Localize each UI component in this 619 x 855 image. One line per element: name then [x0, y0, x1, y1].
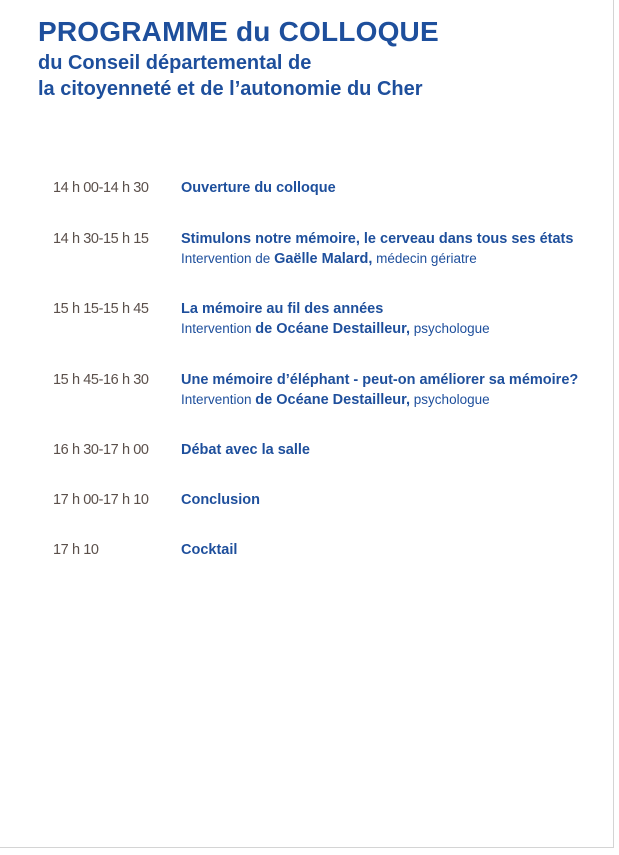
- page-title: PROGRAMME du COLLOQUE: [38, 16, 439, 47]
- speaker-prefix: Intervention: [181, 392, 256, 407]
- schedule-content: [181, 178, 588, 198]
- speaker-role: psychologue: [410, 321, 490, 336]
- speaker-prefix: Intervention de: [181, 251, 275, 266]
- schedule-content: [181, 490, 588, 510]
- speaker-name: Gaëlle Malard,: [274, 251, 373, 267]
- page-subtitle-line-1: du Conseil départemental de: [38, 52, 312, 74]
- page-subtitle-line-2: la citoyenneté et de l’autonomie du Cher: [38, 78, 423, 100]
- schedule-item-cocktail: [53, 540, 588, 560]
- speaker-prefix: Intervention: [181, 321, 256, 336]
- schedule-speaker: [181, 319, 588, 339]
- schedule-title: Ouverture du colloque: [181, 180, 336, 196]
- schedule-title: Stimulons notre mémoire, le cerveau dans tous ses états: [181, 231, 574, 247]
- schedule-list: [53, 178, 588, 560]
- speaker-name: de Océane Destailleur,: [255, 321, 411, 337]
- schedule-item-opening: [53, 178, 588, 198]
- schedule-content: [181, 440, 588, 460]
- speaker-role: médecin gériatre: [372, 251, 477, 266]
- schedule-item-stimulons: [53, 229, 588, 269]
- schedule-time: 14 h 30-15 h 15: [53, 231, 149, 247]
- schedule-time: 16 h 30-17 h 00: [53, 442, 149, 458]
- schedule-item-memoire-annees: [53, 299, 588, 339]
- schedule-item-debat: [53, 440, 588, 460]
- schedule-title: Débat avec la salle: [181, 442, 310, 458]
- speaker-name: de Océane Destailleur,: [255, 392, 411, 408]
- schedule-time: 14 h 00-14 h 30: [53, 180, 149, 196]
- schedule-time: 15 h 15-15 h 45: [53, 301, 149, 317]
- schedule-content: [181, 299, 588, 339]
- schedule-content: [181, 229, 588, 269]
- schedule-title: Cocktail: [181, 542, 238, 558]
- schedule-content: [181, 370, 588, 410]
- schedule-time: 17 h 00-17 h 10: [53, 492, 149, 508]
- speaker-role: psychologue: [410, 392, 490, 407]
- schedule-speaker: [181, 249, 588, 269]
- schedule-title: Conclusion: [181, 492, 260, 508]
- schedule-speaker: [181, 390, 588, 410]
- schedule-title: Une mémoire d’éléphant - peut-on améliorer sa mémoire?: [181, 372, 579, 388]
- schedule-time: 17 h 10: [53, 542, 99, 558]
- schedule-content: [181, 540, 588, 560]
- schedule-time: 15 h 45-16 h 30: [53, 372, 149, 388]
- document-header: [38, 14, 598, 102]
- schedule-title: La mémoire au fil des années: [181, 301, 384, 317]
- schedule-item-memoire-elephant: [53, 370, 588, 410]
- schedule-item-conclusion: [53, 490, 588, 510]
